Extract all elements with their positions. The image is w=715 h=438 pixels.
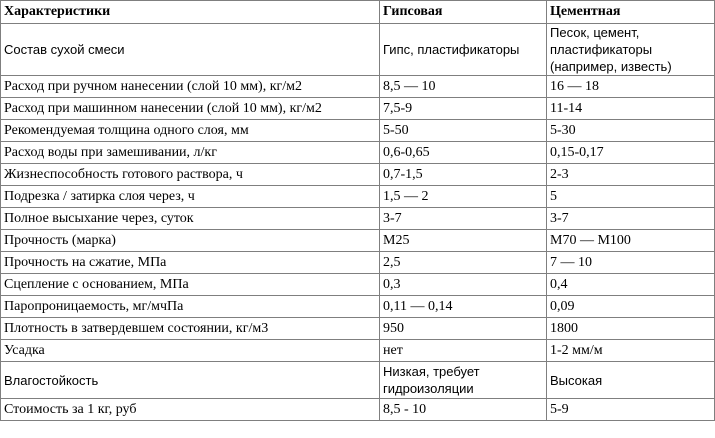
row-label: Паропроницаемость, мг/мчПа <box>1 296 380 318</box>
row-label: Влагостойкость <box>1 362 380 399</box>
header-gypsum: Гипсовая <box>380 1 547 24</box>
gypsum-value: 5-50 <box>380 120 547 142</box>
gypsum-value: 8,5 - 10 <box>380 399 547 421</box>
cement-value: 2-3 <box>547 164 715 186</box>
row-label: Подрезка / затирка слоя через, ч <box>1 186 380 208</box>
row-label: Рекомендуемая толщина одного слоя, мм <box>1 120 380 142</box>
cement-value: 16 — 18 <box>547 76 715 98</box>
gypsum-value: 1,5 — 2 <box>380 186 547 208</box>
row-label: Плотность в затвердевшем состоянии, кг/м3 <box>1 318 380 340</box>
cement-value: М70 — М100 <box>547 230 715 252</box>
header-cement: Цементная <box>547 1 715 24</box>
cement-value: 7 — 10 <box>547 252 715 274</box>
cement-value: 0,15-0,17 <box>547 142 715 164</box>
row-label: Расход при машинном нанесении (слой 10 мм), кг/м2 <box>1 98 380 120</box>
table-row <box>1 24 715 76</box>
table-row <box>1 274 715 296</box>
table-row <box>1 399 715 421</box>
row-label: Усадка <box>1 340 380 362</box>
gypsum-value: Низкая, требует гидроизоляции <box>380 362 547 399</box>
cement-value: 5 <box>547 186 715 208</box>
cement-value: 0,4 <box>547 274 715 296</box>
table-row <box>1 252 715 274</box>
table-row <box>1 76 715 98</box>
cement-value: 0,09 <box>547 296 715 318</box>
gypsum-value: 950 <box>380 318 547 340</box>
table-header-row <box>1 1 715 24</box>
table-row <box>1 120 715 142</box>
cement-value: 11-14 <box>547 98 715 120</box>
table-row <box>1 142 715 164</box>
gypsum-value: 3-7 <box>380 208 547 230</box>
row-label: Сцепление с основанием, МПа <box>1 274 380 296</box>
gypsum-value: Гипс, пластификаторы <box>380 24 547 76</box>
table-row <box>1 296 715 318</box>
row-label: Стоимость за 1 кг, руб <box>1 399 380 421</box>
gypsum-value: 0,11 — 0,14 <box>380 296 547 318</box>
header-characteristics: Характеристики <box>1 1 380 24</box>
gypsum-value: М25 <box>380 230 547 252</box>
row-label: Расход воды при замешивании, л/кг <box>1 142 380 164</box>
gypsum-value: 2,5 <box>380 252 547 274</box>
gypsum-value: 0,6-0,65 <box>380 142 547 164</box>
table-row <box>1 318 715 340</box>
table-row <box>1 340 715 362</box>
cement-value: Песок, цемент, пластификаторы (например, известь) <box>547 24 715 76</box>
cement-value: 5-9 <box>547 399 715 421</box>
row-label: Полное высыхание через, суток <box>1 208 380 230</box>
gypsum-value: нет <box>380 340 547 362</box>
cement-value: 1800 <box>547 318 715 340</box>
cement-value: 5-30 <box>547 120 715 142</box>
cement-value: 1-2 мм/м <box>547 340 715 362</box>
table-row <box>1 230 715 252</box>
table-row <box>1 362 715 399</box>
gypsum-value: 0,3 <box>380 274 547 296</box>
row-label: Расход при ручном нанесении (слой 10 мм), кг/м2 <box>1 76 380 98</box>
row-label: Прочность (марка) <box>1 230 380 252</box>
table-row <box>1 186 715 208</box>
cement-value: 3-7 <box>547 208 715 230</box>
row-label: Состав сухой смеси <box>1 24 380 76</box>
cement-value: Высокая <box>547 362 715 399</box>
gypsum-value: 7,5-9 <box>380 98 547 120</box>
gypsum-value: 8,5 — 10 <box>380 76 547 98</box>
row-label: Прочность на сжатие, МПа <box>1 252 380 274</box>
table-row <box>1 98 715 120</box>
row-label: Жизнеспособность готового раствора, ч <box>1 164 380 186</box>
gypsum-value: 0,7-1,5 <box>380 164 547 186</box>
table-row <box>1 164 715 186</box>
table-row <box>1 208 715 230</box>
